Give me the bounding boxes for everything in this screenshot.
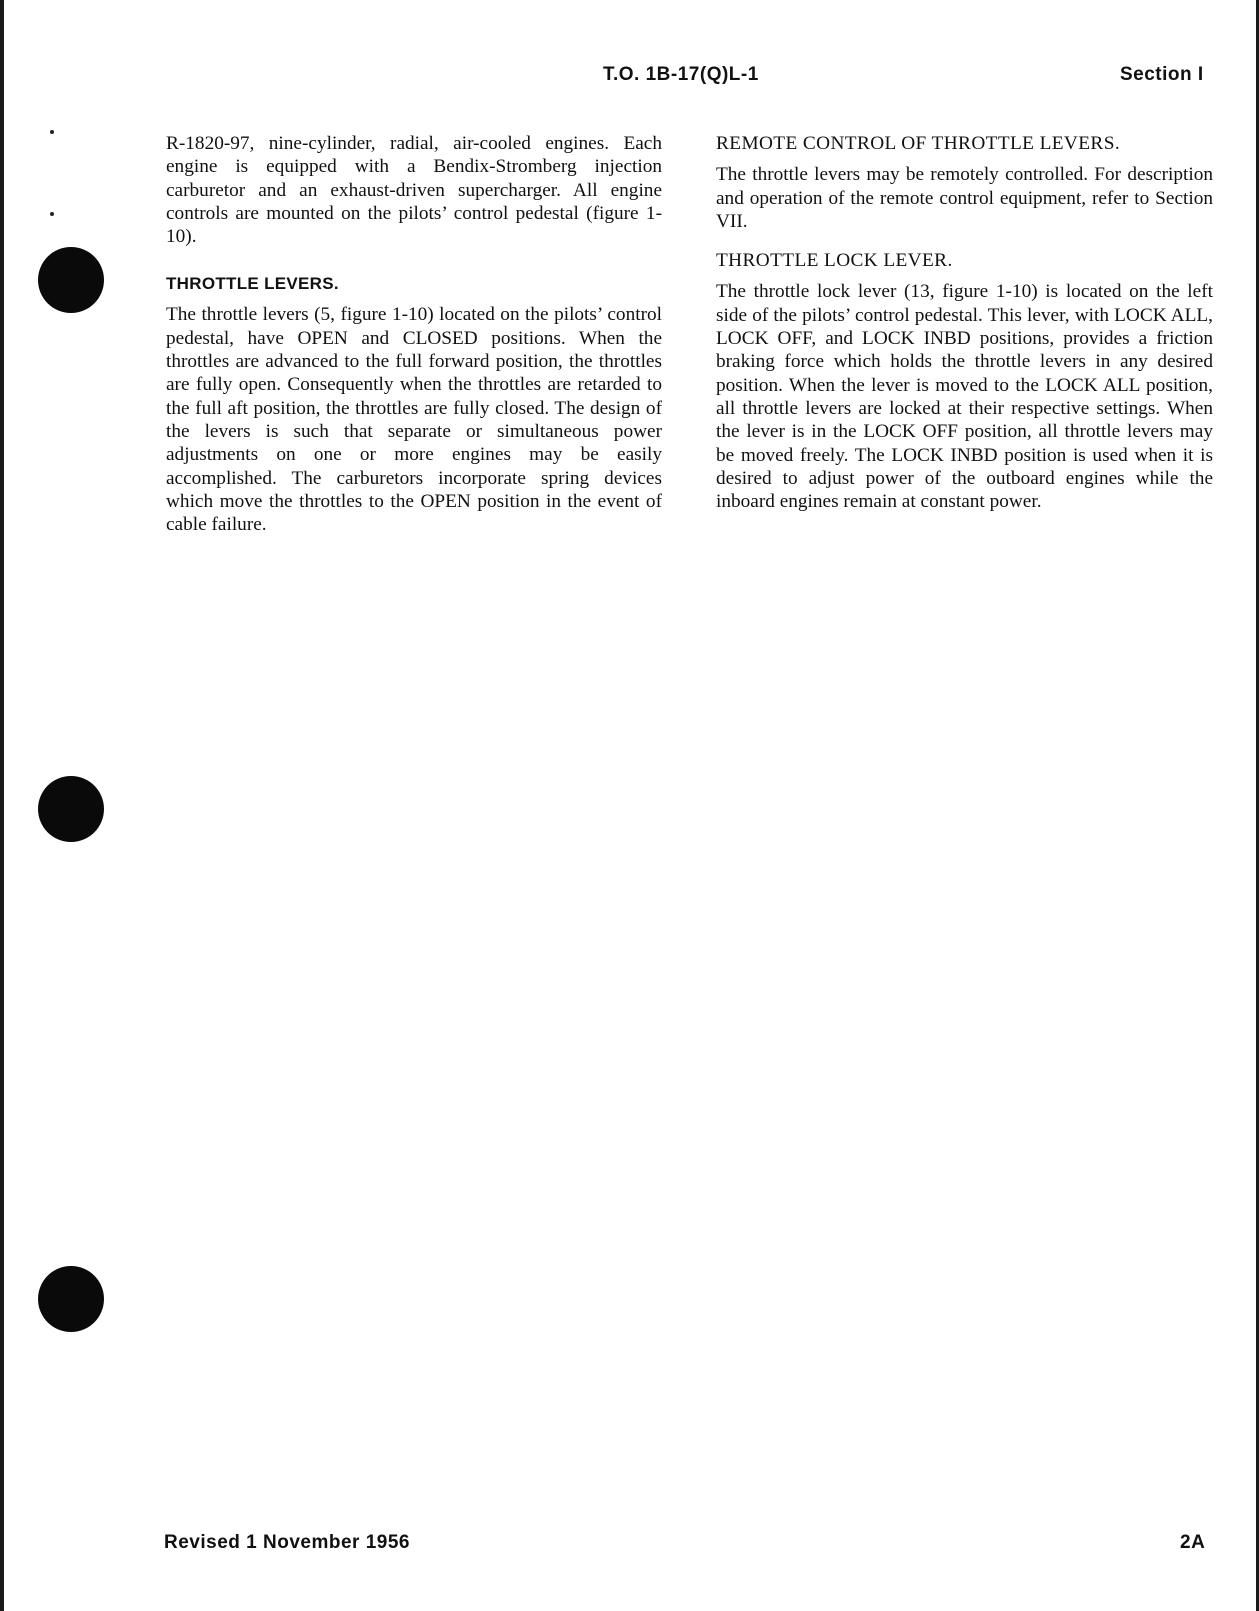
binder-hole-top (38, 247, 104, 313)
scan-left-edge (0, 0, 4, 1611)
binder-hole-bottom (38, 1266, 104, 1332)
throttle-levers-heading: THROTTLE LEVERS. (166, 274, 339, 294)
page-number: 2A (1180, 1532, 1206, 1553)
left-column (166, 132, 662, 552)
binder-hole-middle (38, 776, 104, 842)
revision-date: Revised 1 November 1956 (164, 1532, 410, 1553)
remote-control-heading: REMOTE CONTROL OF THROTTLE LEVERS. (716, 133, 1121, 154)
throttle-lock-heading: THROTTLE LOCK LEVER. (716, 250, 953, 272)
throttle-levers-paragraph: The throttle levers (5, figure 1-10) located on the pilots’ control pedestal, have OPEN and CLOSED positions. When the throttles are advanced to the full forward position, the throttles are fully open. Consequently when the throttles are retarded to the full aft position, the throttles are fully closed. The design of the levers is such that separate or simultaneous power adjustments on one or more engines may be easily accomplished. The carburetors incorporate spring devices which move the throttles to the OPEN position in the event of cable failure. (166, 304, 662, 536)
remote-control-paragraph: The throttle levers may be remotely controlled. For description and operation of the remote control equipment, refer to Section VII. (716, 164, 1213, 232)
intro-paragraph: R-1820-97, nine-cylinder, radial, air-cooled engines. Each engine is equipped with a Bendix-Stromberg injection carburetor and an exhaust-driven supercharger. All engine controls are mounted on the pilots’ control pedestal (figure 1-10). (166, 133, 662, 248)
section-label: Section I (1120, 64, 1204, 85)
throttle-lock-paragraph: The throttle lock lever (13, figure 1-10) is located on the left side of the pilots’ control pedestal. This lever, with LOCK ALL, LOCK OFF, and LOCK INBD positions, provides a friction braking force which holds the throttle levers in any desired position. When the lever is moved to the LOCK ALL position, all throttle levers are locked at their respective settings. When the lever is in the LOCK OFF position, all throttle levers may be moved freely. The LOCK INBD position is used when it is desired to adjust power of the outboard engines while the inboard engines remain at constant power. (716, 281, 1213, 513)
scan-speck (50, 212, 54, 216)
right-column (716, 132, 1213, 529)
doc-number: T.O. 1B-17(Q)L-1 (603, 64, 759, 85)
scan-speck (50, 130, 54, 134)
